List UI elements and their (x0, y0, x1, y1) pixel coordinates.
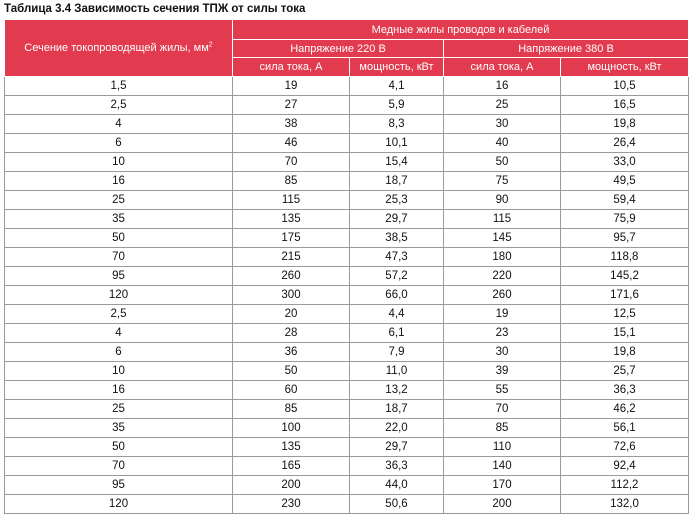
cell-current-220: 260 (233, 267, 350, 286)
cell-power-220: 4,4 (350, 305, 444, 324)
cell-current-220: 85 (233, 400, 350, 419)
cell-power-380: 145,2 (561, 267, 689, 286)
cell-power-220: 50,6 (350, 495, 444, 514)
table-row (5, 229, 689, 248)
table-row (5, 324, 689, 343)
table-row (5, 305, 689, 324)
cell-current-380: 145 (444, 229, 561, 248)
cell-current-220: 200 (233, 476, 350, 495)
cross-section-current-table (4, 19, 689, 514)
cell-power-220: 22,0 (350, 419, 444, 438)
table-caption: Таблица 3.4 Зависимость сечения ТПЖ от силы тока (4, 3, 306, 15)
cell-power-380: 92,4 (561, 457, 689, 476)
header-current-380: сила тока, А (444, 58, 561, 77)
table-row (5, 457, 689, 476)
cell-power-380: 49,5 (561, 172, 689, 191)
cell-section: 50 (5, 438, 233, 457)
cell-current-380: 200 (444, 495, 561, 514)
cell-current-220: 300 (233, 286, 350, 305)
cell-power-380: 171,6 (561, 286, 689, 305)
cell-power-380: 132,0 (561, 495, 689, 514)
cell-section: 4 (5, 115, 233, 134)
cell-power-220: 25,3 (350, 191, 444, 210)
cell-section: 6 (5, 343, 233, 362)
cell-power-220: 10,1 (350, 134, 444, 153)
cell-section: 16 (5, 172, 233, 191)
cell-current-220: 27 (233, 96, 350, 115)
cell-current-380: 55 (444, 381, 561, 400)
cell-power-380: 12,5 (561, 305, 689, 324)
header-copper-group: Медные жилы проводов и кабелей (233, 20, 689, 40)
cell-section: 6 (5, 134, 233, 153)
cell-power-380: 19,8 (561, 343, 689, 362)
cell-current-380: 260 (444, 286, 561, 305)
cell-power-220: 11,0 (350, 362, 444, 381)
cell-power-380: 10,5 (561, 77, 689, 96)
cell-section: 10 (5, 362, 233, 381)
cell-current-220: 46 (233, 134, 350, 153)
table-row (5, 96, 689, 115)
cell-power-380: 19,8 (561, 115, 689, 134)
cell-section: 1,5 (5, 77, 233, 96)
cell-current-380: 16 (444, 77, 561, 96)
table-row (5, 495, 689, 514)
cell-power-220: 29,7 (350, 210, 444, 229)
cell-power-380: 56,1 (561, 419, 689, 438)
cell-section: 120 (5, 286, 233, 305)
cell-section: 35 (5, 210, 233, 229)
cell-current-220: 100 (233, 419, 350, 438)
cell-power-380: 25,7 (561, 362, 689, 381)
header-power-380: мощность, кВт (561, 58, 689, 77)
cell-power-380: 75,9 (561, 210, 689, 229)
cell-current-220: 135 (233, 438, 350, 457)
cell-power-220: 15,4 (350, 153, 444, 172)
table-row (5, 77, 689, 96)
cell-power-220: 6,1 (350, 324, 444, 343)
cell-power-220: 13,2 (350, 381, 444, 400)
table-row (5, 210, 689, 229)
cell-current-380: 140 (444, 457, 561, 476)
table-row (5, 153, 689, 172)
header-power-220: мощность, кВт (350, 58, 444, 77)
cell-current-380: 70 (444, 400, 561, 419)
cell-power-220: 4,1 (350, 77, 444, 96)
cell-current-380: 30 (444, 343, 561, 362)
table-row (5, 419, 689, 438)
cell-section: 50 (5, 229, 233, 248)
cell-current-380: 39 (444, 362, 561, 381)
cell-section: 95 (5, 267, 233, 286)
cell-power-220: 18,7 (350, 400, 444, 419)
cell-section: 95 (5, 476, 233, 495)
cell-power-380: 46,2 (561, 400, 689, 419)
cell-current-380: 19 (444, 305, 561, 324)
cell-current-220: 175 (233, 229, 350, 248)
table-row (5, 381, 689, 400)
table-row (5, 172, 689, 191)
cell-current-220: 50 (233, 362, 350, 381)
cell-section: 4 (5, 324, 233, 343)
header-current-220: сила тока, А (233, 58, 350, 77)
cell-power-220: 38,5 (350, 229, 444, 248)
cell-section: 2,5 (5, 305, 233, 324)
table-row (5, 267, 689, 286)
cell-power-380: 36,3 (561, 381, 689, 400)
cell-power-380: 59,4 (561, 191, 689, 210)
cell-section: 10 (5, 153, 233, 172)
table-row (5, 134, 689, 153)
cell-power-220: 18,7 (350, 172, 444, 191)
cell-current-220: 165 (233, 457, 350, 476)
cell-power-380: 33,0 (561, 153, 689, 172)
table-row (5, 343, 689, 362)
cell-current-380: 40 (444, 134, 561, 153)
cell-power-220: 29,7 (350, 438, 444, 457)
cell-current-220: 28 (233, 324, 350, 343)
cell-section: 70 (5, 248, 233, 267)
header-voltage-220: Напряжение 220 В (233, 40, 444, 58)
cell-power-380: 95,7 (561, 229, 689, 248)
cell-current-220: 135 (233, 210, 350, 229)
table-row (5, 476, 689, 495)
table-row (5, 362, 689, 381)
cell-current-380: 180 (444, 248, 561, 267)
cell-section: 25 (5, 191, 233, 210)
table-row (5, 115, 689, 134)
cell-power-380: 26,4 (561, 134, 689, 153)
cell-power-220: 66,0 (350, 286, 444, 305)
cell-current-380: 50 (444, 153, 561, 172)
cell-current-380: 75 (444, 172, 561, 191)
cell-current-220: 85 (233, 172, 350, 191)
cell-power-380: 118,8 (561, 248, 689, 267)
cell-section: 35 (5, 419, 233, 438)
header-section (5, 20, 233, 77)
cell-power-380: 16,5 (561, 96, 689, 115)
cell-current-380: 115 (444, 210, 561, 229)
cell-current-380: 23 (444, 324, 561, 343)
table-row (5, 286, 689, 305)
cell-current-380: 25 (444, 96, 561, 115)
cell-section: 70 (5, 457, 233, 476)
cell-current-220: 60 (233, 381, 350, 400)
table-header (5, 20, 689, 77)
cell-current-220: 115 (233, 191, 350, 210)
cell-section: 25 (5, 400, 233, 419)
table-body (5, 77, 689, 514)
cell-power-380: 72,6 (561, 438, 689, 457)
cell-power-380: 112,2 (561, 476, 689, 495)
cell-power-220: 7,9 (350, 343, 444, 362)
cell-current-380: 90 (444, 191, 561, 210)
cell-section: 120 (5, 495, 233, 514)
cell-current-380: 30 (444, 115, 561, 134)
header-section-unit-sup: 2 (208, 41, 213, 49)
cell-current-220: 38 (233, 115, 350, 134)
table-row (5, 248, 689, 267)
cell-current-380: 220 (444, 267, 561, 286)
cell-current-220: 36 (233, 343, 350, 362)
cell-current-220: 19 (233, 77, 350, 96)
cell-power-220: 5,9 (350, 96, 444, 115)
table-row (5, 438, 689, 457)
cell-section: 16 (5, 381, 233, 400)
cell-power-220: 44,0 (350, 476, 444, 495)
cell-current-220: 215 (233, 248, 350, 267)
cell-current-380: 85 (444, 419, 561, 438)
cell-power-220: 36,3 (350, 457, 444, 476)
header-voltage-380: Напряжение 380 В (444, 40, 689, 58)
cell-current-380: 110 (444, 438, 561, 457)
table-row (5, 191, 689, 210)
table-row (5, 400, 689, 419)
cell-current-220: 70 (233, 153, 350, 172)
cell-power-380: 15,1 (561, 324, 689, 343)
cell-power-220: 57,2 (350, 267, 444, 286)
cell-power-220: 47,3 (350, 248, 444, 267)
cell-current-380: 170 (444, 476, 561, 495)
cell-current-220: 230 (233, 495, 350, 514)
cell-section: 2,5 (5, 96, 233, 115)
cell-current-220: 20 (233, 305, 350, 324)
cell-power-220: 8,3 (350, 115, 444, 134)
header-section-label: Сечение токопроводящей жилы, мм (24, 42, 209, 54)
